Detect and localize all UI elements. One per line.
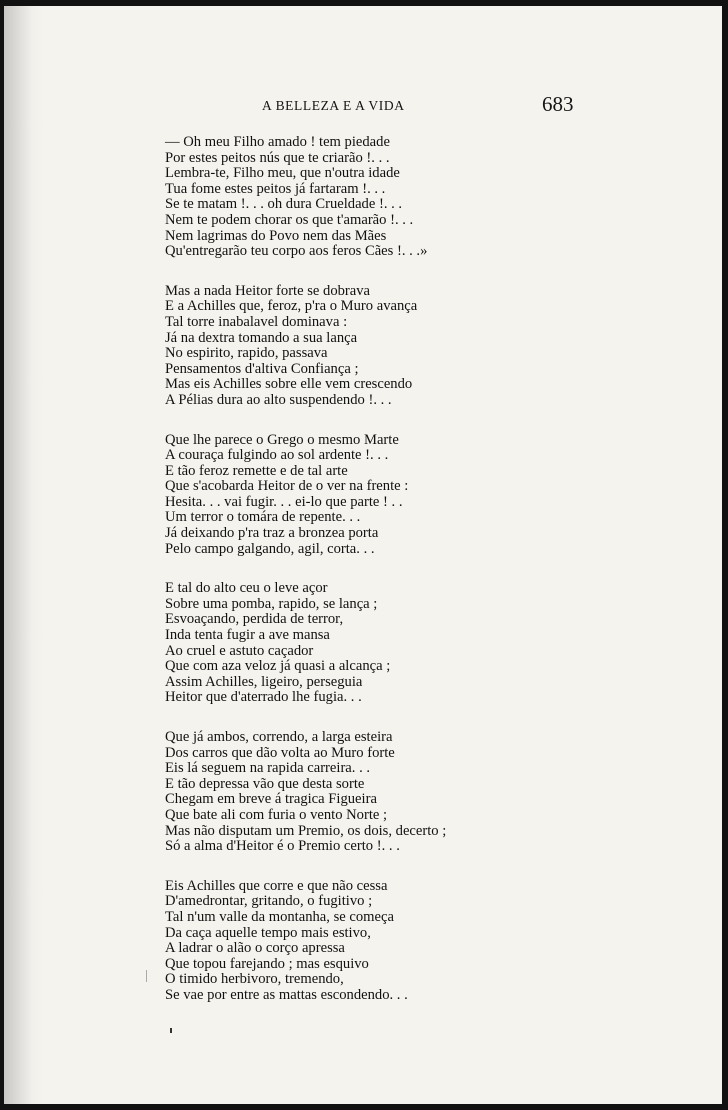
stanza (165, 879, 446, 1004)
verse-line: Que topou farejando ; mas esquivo (165, 955, 369, 972)
stanza (165, 284, 446, 409)
stanza (165, 433, 446, 558)
poem-body (165, 135, 446, 1028)
verse-line: D'amedrontar, gritando, o fugitivo ; (165, 893, 373, 910)
verse-line: Já deixando p'ra traz a bronzea porta (165, 525, 379, 542)
verse-line: Que com aza veloz já quasi a alcança ; (165, 658, 391, 675)
book-page (4, 6, 722, 1104)
verse-line: Ao cruel e astuto caçador (165, 642, 314, 659)
stanza (165, 730, 446, 855)
verse-line: Mas não disputam um Premio, os dois, decerto ; (165, 822, 447, 839)
verse-line: Qu'entregarão teu corpo aos feros Cães !. . .» (165, 243, 428, 260)
verse-line: Só a alma d'Heitor é o Premio certo !. . . (165, 838, 400, 855)
verse-line: Esvoaçando, perdida de terror, (165, 611, 344, 628)
page-edge-shadow (4, 6, 44, 1104)
verse-line: Um terror o tomára de repente. . . (165, 509, 361, 526)
running-title: A BELLEZA E A VIDA (262, 98, 405, 113)
verse-line: A ladrar o alão o corço apressa (165, 940, 345, 957)
verse-line: Eis Achilles que corre e que não cessa (165, 877, 388, 894)
verse-line: E tão depressa vão que desta sorte (165, 775, 365, 792)
verse-line: Eis lá seguem na rapida carreira. . . (165, 760, 371, 777)
verse-line: Chegam em breve á tragica Figueira (165, 791, 377, 808)
verse-line: Tal n'um valle da montanha, se começa (165, 908, 394, 925)
verse-line: Sobre uma pomba, rapido, se lança ; (165, 595, 378, 612)
verse-line: Dos carros que dão volta ao Muro forte (165, 744, 395, 761)
verse-line: Pensamentos d'altiva Confiança ; (165, 360, 359, 377)
verse-line: Já na dextra tomando a sua lança (165, 329, 358, 346)
verse-line: Mas a nada Heitor forte se dobrava (165, 282, 371, 299)
verse-line: Mas eis Achilles sobre elle vem crescendo (165, 376, 413, 393)
verse-line: Inda tenta fugir a ave mansa (165, 627, 330, 644)
verse-line: Se vae por entre as mattas escondendo. . . (165, 986, 408, 1003)
verse-line: Hesita. . . vai fugir. . . ei-lo que parte ! . . (165, 493, 403, 510)
verse-line: Heitor que d'aterrado lhe fugia. . . (165, 689, 362, 706)
stanza (165, 581, 446, 706)
verse-line: Que s'acobarda Heitor de o ver na frente : (165, 478, 409, 495)
verse-line: Que já ambos, correndo, a larga esteira (165, 729, 393, 745)
verse-line: Se te matam !. . . oh dura Crueldade !. . . (165, 196, 403, 213)
stanza (165, 135, 446, 260)
verse-line: Pelo campo galgando, agil, corta. . . (165, 540, 375, 557)
verse-line: Assim Achilles, ligeiro, perseguia (165, 673, 363, 690)
verse-line: A couraça fulgindo ao sol ardente !. . . (165, 447, 389, 464)
verse-line: E a Achilles que, feroz, p'ra o Muro avança (165, 298, 418, 315)
verse-line: Tal torre inabalavel dominava : (165, 313, 348, 330)
verse-line: E tão feroz remette e de tal arte (165, 462, 348, 479)
verse-line: A Pélias dura ao alto suspendendo !. . . (165, 391, 392, 408)
verse-line: E tal do alto ceu o leve açor (165, 580, 328, 597)
verse-line: — Oh meu Filho amado ! tem piedade (165, 134, 390, 150)
scan-artifact-dot (170, 1028, 172, 1033)
page-header (4, 94, 722, 118)
verse-line: Nem lagrimas do Povo nem das Mães (165, 227, 387, 244)
verse-line: O timido herbivoro, tremendo, (165, 971, 344, 988)
verse-line: No espirito, rapido, passava (165, 345, 328, 362)
verse-line: Por estes peitos nús que te criarão !. . . (165, 149, 390, 166)
verse-line: Que lhe parece o Grego o mesmo Marte (165, 431, 399, 448)
verse-line: Nem te podem chorar os que t'amarão !. . . (165, 211, 414, 228)
verse-line: Lembra-te, Filho meu, que n'outra idade (165, 165, 400, 182)
page-number: 683 (542, 92, 574, 116)
verse-line: Que bate ali com furia o vento Norte ; (165, 806, 388, 823)
verse-line: Da caça aquelle tempo mais estivo, (165, 924, 371, 941)
verse-line: Tua fome estes peitos já fartaram !. . . (165, 180, 386, 197)
scan-artifact-line (146, 970, 147, 982)
